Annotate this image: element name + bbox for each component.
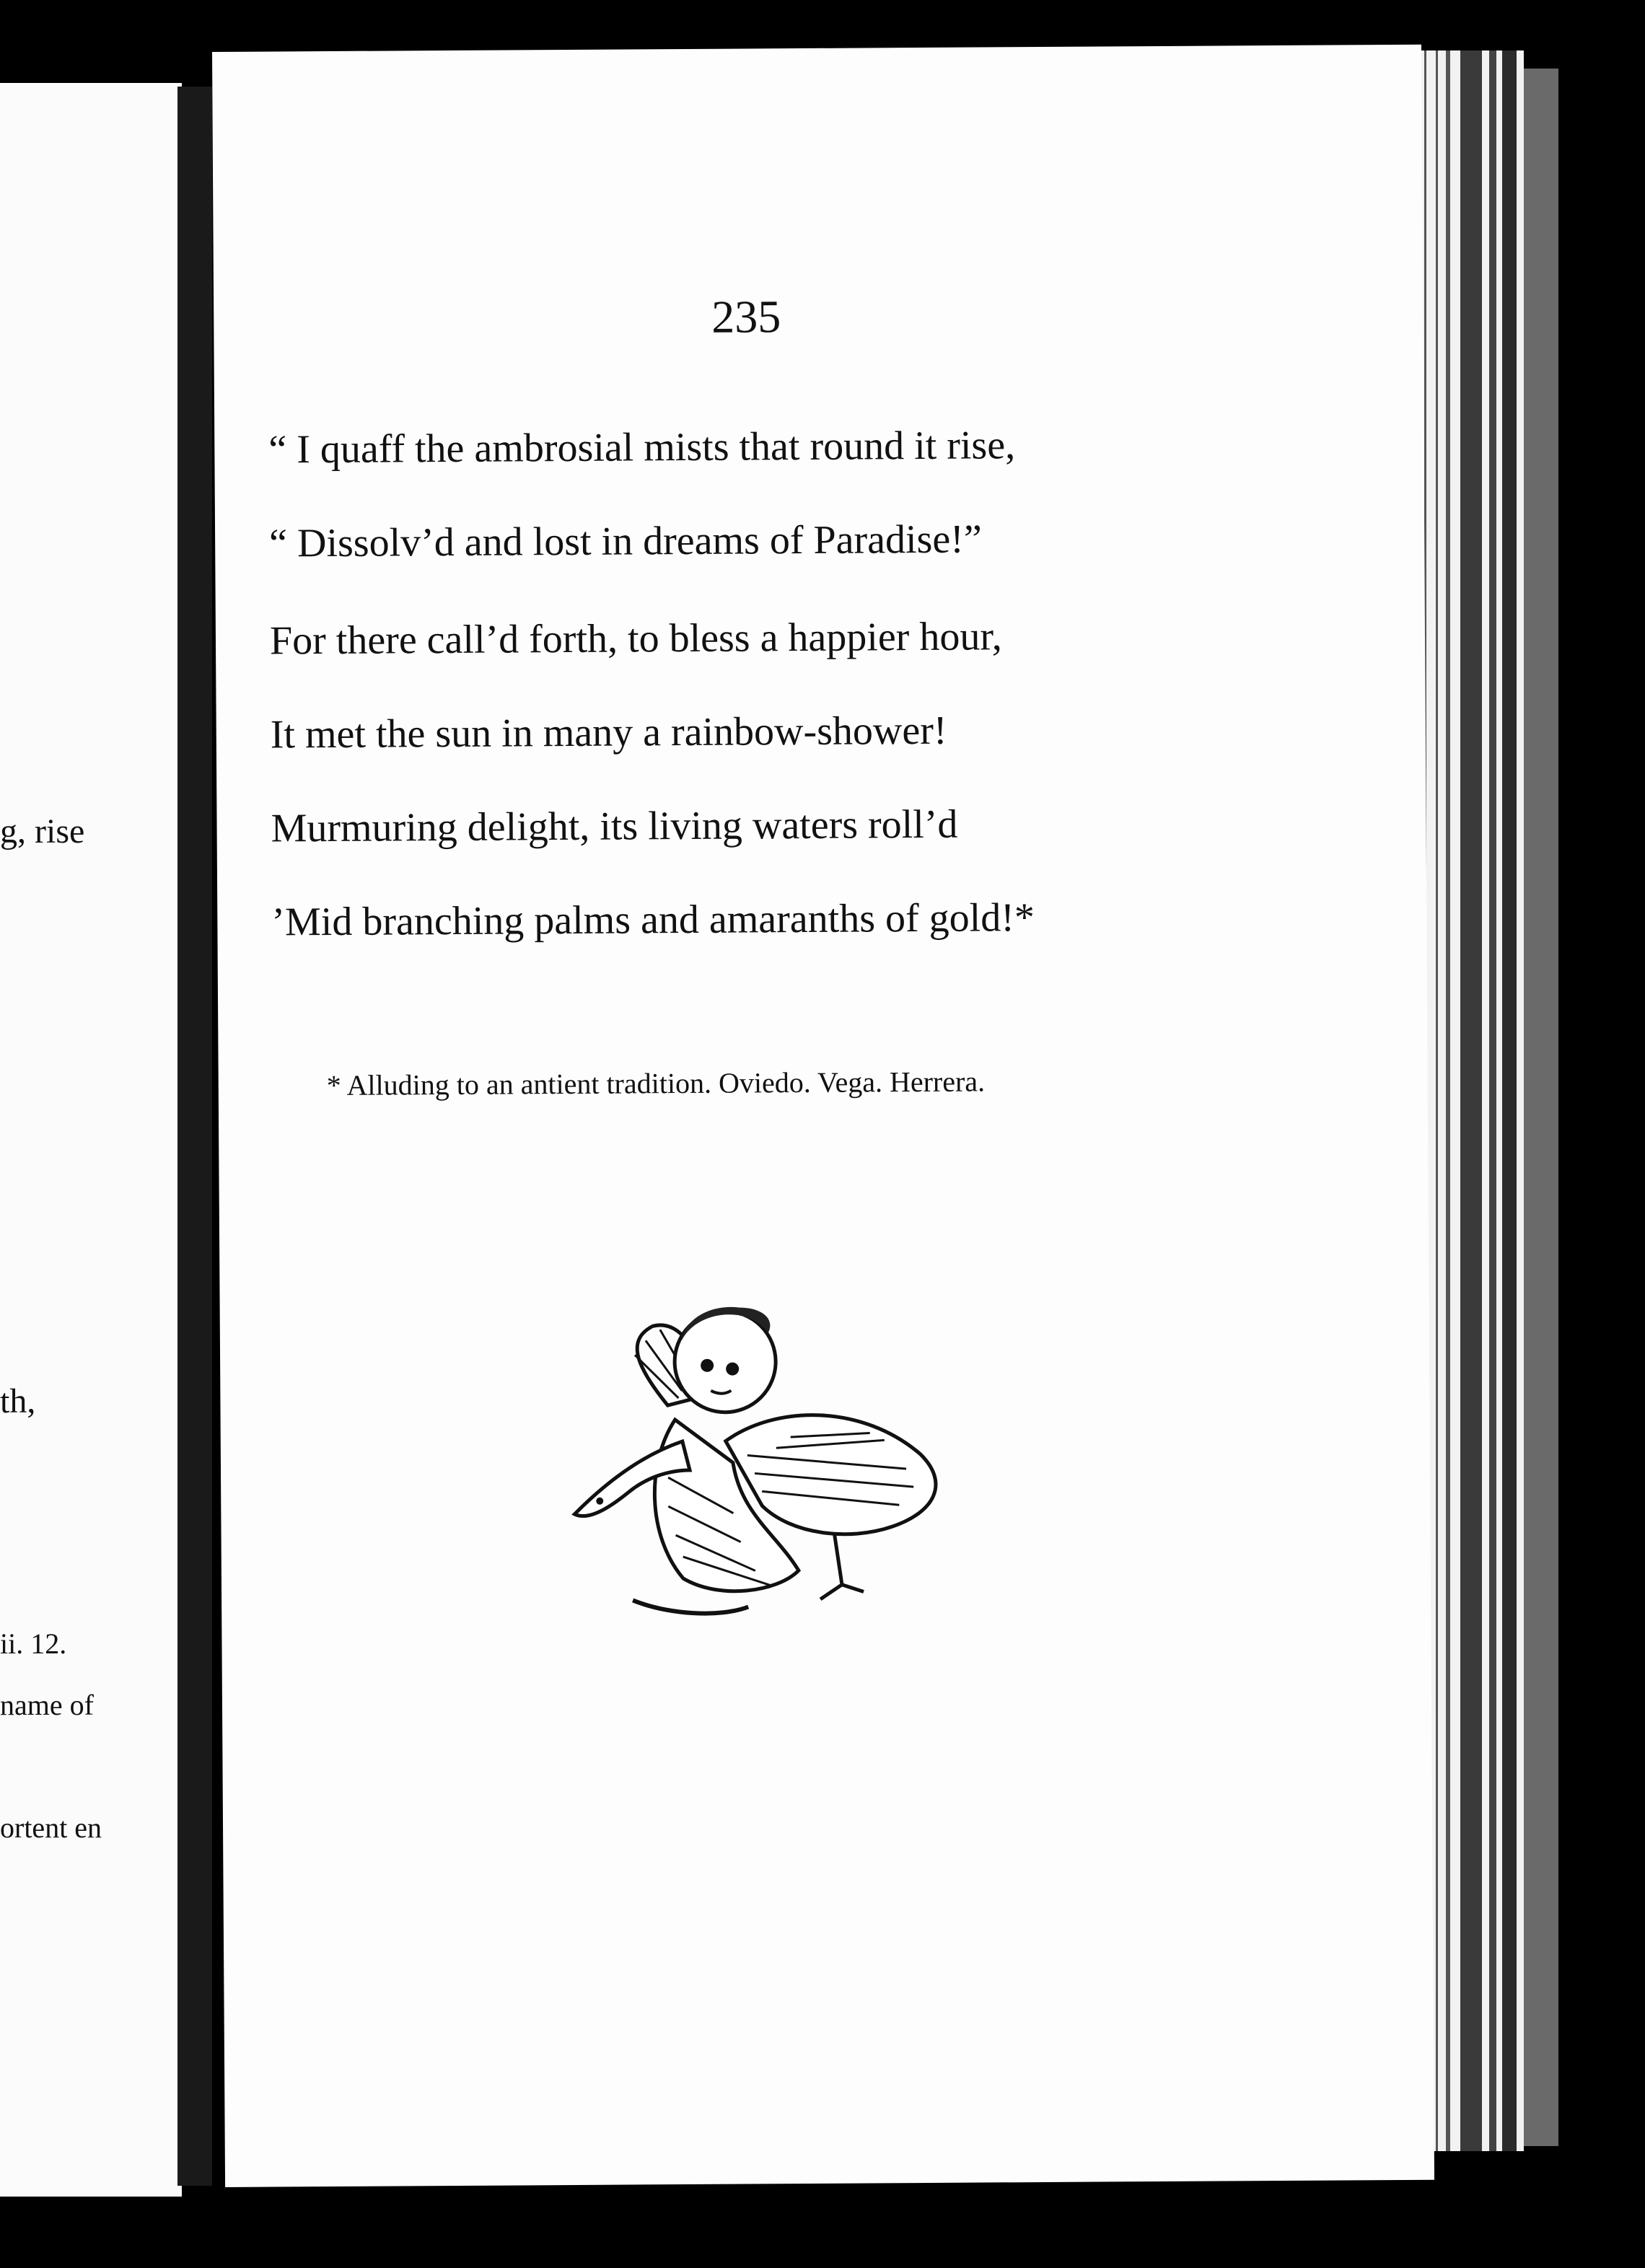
left-page-fragment: g, rise	[0, 812, 85, 850]
verse-line: “ I quaff the ambrosial mists that round it rise,	[268, 423, 1016, 472]
verse-line: Murmuring delight, its living waters roll’d	[271, 801, 958, 851]
left-page-fragment: ortent en	[0, 1811, 102, 1844]
left-page-fragment: th,	[0, 1382, 36, 1420]
left-page-fragment: name of	[0, 1689, 94, 1721]
page-number: 235	[711, 291, 781, 343]
book-gutter	[177, 87, 212, 2186]
footnote: * Alluding to an antient tradition. Oviedo. Vega. Herrera.	[326, 1065, 986, 1102]
book-page	[212, 45, 1434, 2187]
book-cover-edge	[1524, 69, 1558, 2146]
verse-line: It met the sun in many a rainbow-shower!	[270, 708, 947, 757]
verse-line: For there call’d forth, to bless a happier hour,	[269, 614, 1002, 664]
verse-line: “ Dissolv’d and lost in dreams of Paradise!”	[268, 517, 982, 566]
previous-page	[0, 83, 182, 2197]
verse-line: ’Mid branching palms and amaranths of gold!*	[271, 895, 1035, 945]
cherub-with-swan-icon	[559, 1296, 965, 1644]
left-page-fragment: ii. 12.	[0, 1627, 67, 1660]
